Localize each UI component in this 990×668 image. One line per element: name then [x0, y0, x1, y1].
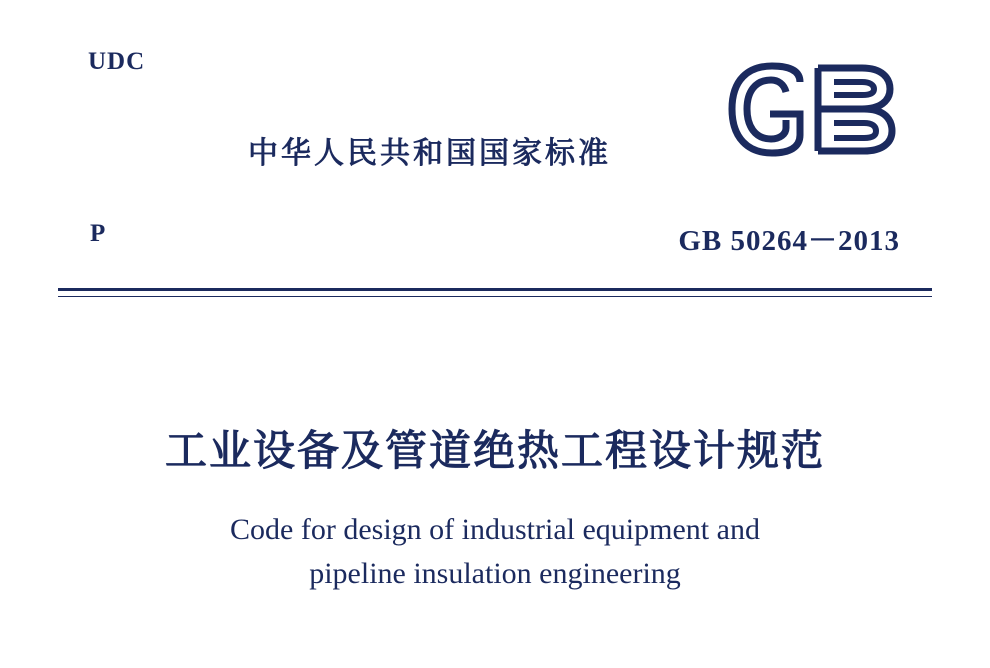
page-subtitle-line-1: Code for design of industrial equipment and [230, 513, 760, 546]
page-title: 工业设备及管道绝热工程设计规范 [164, 426, 825, 475]
udc-label: UDC [88, 48, 146, 75]
page-subtitle-line-2: pipeline insulation engineering [309, 557, 681, 590]
issuing-body-title: 中华人民共和国国家标准 [248, 136, 611, 171]
divider-thin [58, 296, 932, 297]
page-subtitle [0, 508, 990, 596]
gb-logo-icon [722, 62, 900, 157]
divider-thick [58, 288, 932, 291]
standard-number: GB 50264－2013 [678, 225, 900, 257]
classification-mark: P [90, 220, 106, 247]
